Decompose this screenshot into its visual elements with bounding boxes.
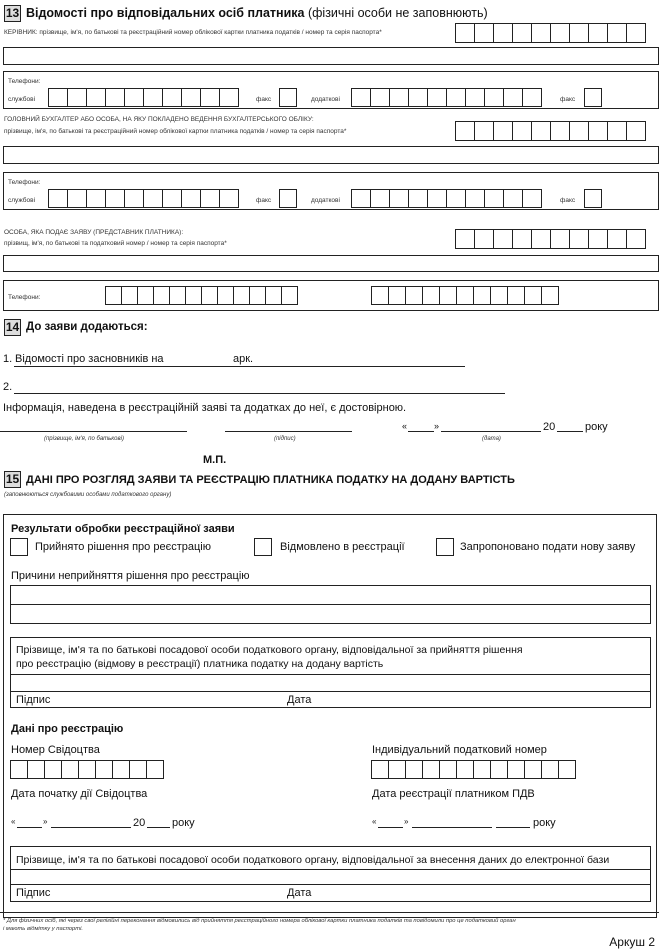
input-cell[interactable] [524,760,542,779]
footnote-line-1: * Для фізичних осіб, які через свої релігійні переконання відмовились від прийняття реєстраційного номера облікової картки платника податків та повідомили про це податковий орган [3,918,516,924]
input-cell[interactable] [484,189,504,208]
certificate-number-cells[interactable] [10,760,163,779]
stamp-label: М.П. [203,454,227,466]
applicant-name-field[interactable] [3,255,659,272]
checkbox-new-application[interactable] [436,538,454,556]
input-cell[interactable] [550,121,570,141]
input-cell[interactable] [86,189,106,208]
fax-label: факс [560,96,576,103]
official-label-1: Прізвище, ім'я та по батькові посадової особи податкового органу, відповідальної за прийняття рішення [16,644,523,656]
input-cell[interactable] [95,760,113,779]
input-cell[interactable] [201,286,218,305]
input-cell[interactable] [162,88,182,107]
signature-label: Підпис [16,694,51,706]
item-2-number: 2. [3,381,13,393]
input-cell[interactable] [408,189,428,208]
accountant-label: ГОЛОВНИЙ БУХГАЛТЕР АБО ОСОБА, НА ЯКУ ПОКЛАДЕНО ВЕДЕННЯ БУХГАЛТЕРСЬКОГО ОБЛІКУ: [4,116,314,123]
option-registered: Прийнято рішення про реєстрацію [35,541,211,553]
signature-line[interactable] [225,431,352,432]
work-label: службові [8,96,36,103]
name-line[interactable] [0,431,187,432]
tax-office-block [3,514,657,918]
entry-official-box [10,846,651,902]
reasons-field-1[interactable] [10,585,651,605]
input-cell[interactable] [105,189,125,208]
fax-label: факс [560,197,576,204]
input-cell[interactable] [137,286,154,305]
input-cell[interactable] [422,760,440,779]
input-cell[interactable] [169,286,186,305]
decision-official-name-field[interactable] [10,674,651,692]
input-cell[interactable] [550,23,570,43]
reasons-field-2[interactable] [10,604,651,624]
date-label: Дата [287,694,312,706]
input-cell[interactable] [512,121,532,141]
input-cell[interactable] [389,88,409,107]
fax-cell[interactable] [584,88,601,107]
input-cell[interactable] [422,286,440,305]
input-cell[interactable] [507,760,525,779]
footnote-line-2: і мають відмітку у паспорті. [3,926,83,932]
input-cell[interactable] [370,88,390,107]
input-cell[interactable] [129,760,147,779]
accountant-sublabel: прізвище, ім'я, по батькові та реєстраційний номер облікової картки платника податків / номер та серія паспорта* [4,128,347,135]
footnote-divider [0,912,659,913]
item-1-text: Відомості про засновників на [15,353,164,365]
input-cell[interactable] [439,760,457,779]
item-2-line[interactable] [14,393,505,394]
input-cell[interactable] [249,286,266,305]
input-cell[interactable] [626,121,646,141]
caption-date: (дата) [482,436,501,442]
input-cell[interactable] [388,760,406,779]
input-cell[interactable] [48,88,68,107]
input-cell[interactable] [541,286,559,305]
director-phones [3,71,659,109]
director-id-cells[interactable] [455,23,645,43]
input-cell[interactable] [588,23,608,43]
input-cell[interactable] [490,286,508,305]
input-cell[interactable] [550,229,570,249]
quote-open: « [402,421,408,431]
input-cell[interactable] [503,88,523,107]
year-prefix: 20 [133,817,146,829]
applicant-phones [3,280,659,311]
input-cell[interactable] [490,760,508,779]
title-text: Відомості про відповідальних осіб платника [26,6,305,20]
certificate-date-label: Дата початку дії Свідоцтва [11,788,148,800]
accountant-id-cells[interactable] [455,121,645,141]
input-cell[interactable] [522,189,542,208]
section-15-number: 15 [5,472,20,486]
quote-open: « [372,817,377,826]
official-label-2: про реєстрацію (відмову в реєстрації) платника податку на додану вартість [16,658,384,670]
input-cell[interactable] [427,88,447,107]
input-cell[interactable] [503,189,523,208]
vat-month-line[interactable] [412,827,492,828]
fax-cell[interactable] [279,88,296,107]
input-cell[interactable] [524,286,542,305]
input-cell[interactable] [531,121,551,141]
checkbox-registered[interactable] [10,538,28,556]
entry-official-name-field[interactable] [10,869,651,885]
input-cell[interactable] [124,88,144,107]
section-14-number: 14 [5,320,20,334]
applicant-label: ОСОБА, ЯКА ПОДАЄ ЗАЯВУ (ПРЕДСТАВНИК ПЛАТНИКА): [4,229,184,236]
input-cell[interactable] [405,286,423,305]
quote-close: » [43,817,48,826]
director-name-field[interactable] [3,47,659,65]
vat-date-label: Дата реєстрації платником ПДВ [372,788,535,800]
input-cell[interactable] [67,189,87,208]
input-cell[interactable] [626,23,646,43]
input-cell[interactable] [439,286,457,305]
input-cell[interactable] [588,121,608,141]
input-cell[interactable] [626,229,646,249]
input-cell[interactable] [569,121,589,141]
input-cell[interactable] [371,286,389,305]
input-cell[interactable] [217,286,234,305]
input-cell[interactable] [219,189,239,208]
input-cell[interactable] [522,88,542,107]
quote-close: » [404,817,409,826]
input-cell[interactable] [405,760,423,779]
input-cell[interactable] [388,286,406,305]
statement: Інформація, наведена в реєстраційній заяві та додатках до неї, є достовірною. [3,402,407,414]
quote-open: « [11,817,16,826]
input-cell[interactable] [456,760,474,779]
phones-label: Телефони: [8,179,41,186]
accountant-name-field[interactable] [3,146,659,164]
fax-label: факс [256,96,272,103]
input-cell[interactable] [455,229,475,249]
option-new-application: Запропоновано подати нову заяву [460,541,636,553]
fax-cell[interactable] [584,189,601,208]
input-cell[interactable] [181,88,201,107]
input-cell[interactable] [181,189,201,208]
input-cell[interactable] [507,286,525,305]
year-prefix: 20 [543,421,556,433]
vat-year-line[interactable] [496,827,530,828]
input-cell[interactable] [351,189,371,208]
fax-label: факс [256,197,272,204]
phone-cells-1[interactable] [105,286,297,305]
option-refused: Відмовлено в реєстрації [280,541,405,553]
input-cell[interactable] [473,286,491,305]
section-15-subtitle: (заповнюються службовими особами податкового органу) [4,492,172,498]
work-phone-cells[interactable] [48,189,238,208]
item-1-suffix: арк. [233,353,254,365]
input-cell[interactable] [473,760,491,779]
input-cell[interactable] [427,189,447,208]
input-cell[interactable] [371,760,389,779]
phone-cells-2[interactable] [371,286,558,305]
input-cell[interactable] [78,760,96,779]
input-cell[interactable] [279,189,297,208]
input-cell[interactable] [143,88,163,107]
input-cell[interactable] [446,88,466,107]
input-cell[interactable] [493,121,513,141]
input-cell[interactable] [351,88,371,107]
input-cell[interactable] [607,229,627,249]
cert-month-line[interactable] [51,827,131,828]
input-cell[interactable] [61,760,79,779]
quote-close: » [434,421,440,431]
input-cell[interactable] [143,189,163,208]
input-cell[interactable] [105,286,122,305]
input-cell[interactable] [465,88,485,107]
input-cell[interactable] [484,88,504,107]
work-phone-cells[interactable] [48,88,238,107]
input-cell[interactable] [265,286,282,305]
input-cell[interactable] [474,121,494,141]
year-suffix: року [533,817,556,829]
input-cell[interactable] [531,23,551,43]
input-cell[interactable] [531,229,551,249]
input-cell[interactable] [112,760,130,779]
input-cell[interactable] [607,23,627,43]
input-cell[interactable] [233,286,250,305]
results-title: Результати обробки реєстраційної заяви [11,523,235,535]
input-cell[interactable] [584,88,602,107]
fax-cell[interactable] [279,189,296,208]
input-cell[interactable] [389,189,409,208]
input-cell[interactable] [153,286,170,305]
signature-label: Підпис [16,887,51,899]
work-label: службові [8,197,36,204]
input-cell[interactable] [446,189,466,208]
phones-label: Телефони: [8,294,41,301]
year-suffix: року [585,421,608,433]
certificate-number-label: Номер Свідоцтва [11,744,100,756]
input-cell[interactable] [465,189,485,208]
input-cell[interactable] [200,88,220,107]
sheet-number: Аркуш 2 [609,935,655,949]
additional-label: додаткові [311,96,340,103]
input-cell[interactable] [455,121,475,141]
input-cell[interactable] [370,189,390,208]
year-suffix: року [172,817,195,829]
additional-phone-cells[interactable] [351,189,541,208]
input-cell[interactable] [86,88,106,107]
registration-title: Дані про реєстрацію [11,723,124,735]
reasons-label: Причини неприйняття рішення про реєстрацію [11,570,250,582]
input-cell[interactable] [146,760,164,779]
input-cell[interactable] [512,23,532,43]
year-line[interactable] [557,431,583,432]
date-label: Дата [287,887,312,899]
input-cell[interactable] [607,121,627,141]
additional-phone-cells[interactable] [351,88,541,107]
item-1-line[interactable] [14,366,465,367]
applicant-sublabel: прізвищ, ім'я, по батькові та податковий номер / номер та серія паспорта* [4,240,227,247]
ipn-label: Індивідуальний податковий номер [372,744,547,756]
input-cell[interactable] [219,88,239,107]
input-cell[interactable] [493,23,513,43]
input-cell[interactable] [27,760,45,779]
input-cell[interactable] [105,88,125,107]
input-cell[interactable] [569,229,589,249]
input-cell[interactable] [10,760,28,779]
checkbox-refused[interactable] [254,538,272,556]
input-cell[interactable] [408,88,428,107]
input-cell[interactable] [200,189,220,208]
input-cell[interactable] [279,88,297,107]
cert-year-line[interactable] [147,827,170,828]
entry-official-label: Прізвище, ім'я та по батькові посадової особи податкового органу, відповідальної за внесення даних до електронної бази [16,854,610,866]
day-line[interactable] [408,431,434,432]
input-cell[interactable] [48,189,68,208]
input-cell[interactable] [474,229,494,249]
section-14-title: До заяви додаються: [26,321,148,333]
input-cell[interactable] [455,23,475,43]
input-cell[interactable] [558,760,576,779]
input-cell[interactable] [588,229,608,249]
section-15-title: ДАНІ ПРО РОЗГЛЯД ЗАЯВИ ТА РЕЄСТРАЦІЮ ПЛАТНИКА ПОДАТКУ НА ДОДАНУ ВАРТІСТЬ [26,474,515,486]
title-note: (фізичні особи не заповнюють) [307,6,488,20]
additional-label: додаткові [311,197,340,204]
section-13-number: 13 [5,6,20,20]
section-13-title [26,6,488,20]
applicant-id-cells[interactable] [455,229,645,249]
input-cell[interactable] [456,286,474,305]
accountant-phones [3,172,659,210]
ipn-cells[interactable] [371,760,575,779]
input-cell[interactable] [67,88,87,107]
caption-name: (прізвище, ім'я, по батькові) [44,436,124,442]
vat-day-line[interactable] [378,827,403,828]
input-cell[interactable] [474,23,494,43]
caption-signature: (підпис) [274,436,296,442]
input-cell[interactable] [281,286,298,305]
input-cell[interactable] [493,229,513,249]
director-label: КЕРІВНИК: прізвище, ім'я, по батькові та реєстраційний номер облікової картки платника податків / номер та серія паспорта* [4,29,382,36]
cert-day-line[interactable] [17,827,42,828]
input-cell[interactable] [584,189,602,208]
input-cell[interactable] [162,189,182,208]
phones-label: Телефони: [8,78,41,85]
input-cell[interactable] [44,760,62,779]
input-cell[interactable] [185,286,202,305]
input-cell[interactable] [541,760,559,779]
input-cell[interactable] [512,229,532,249]
input-cell[interactable] [124,189,144,208]
month-line[interactable] [441,431,541,432]
decision-official-box [10,637,651,708]
input-cell[interactable] [121,286,138,305]
input-cell[interactable] [569,23,589,43]
item-1-number: 1. [3,353,13,365]
